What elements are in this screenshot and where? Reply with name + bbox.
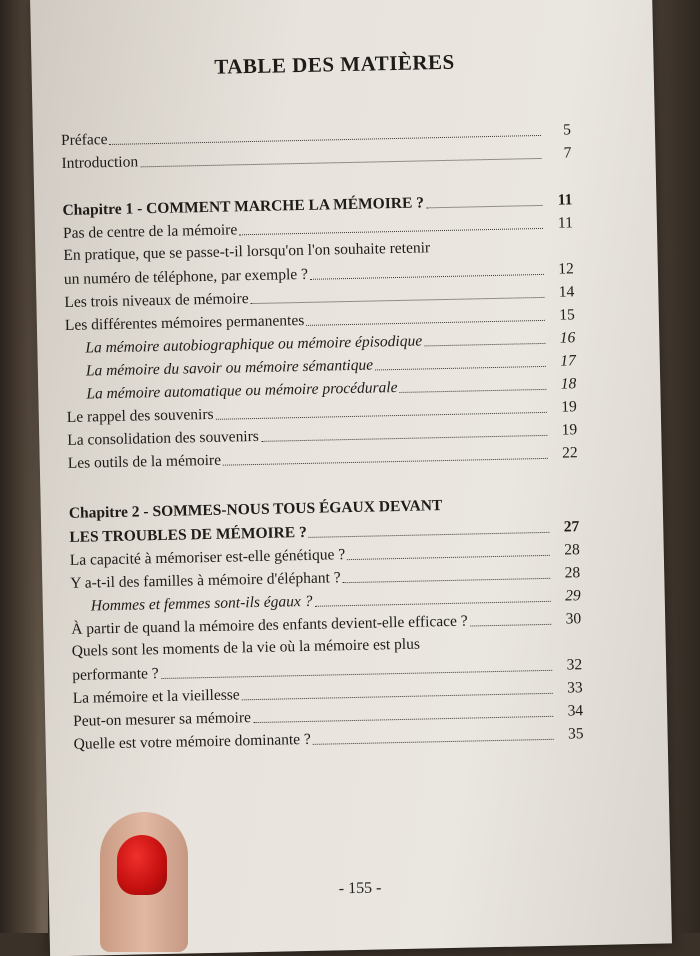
- entry-text: À partir de quand la mémoire des enfants devient-elle efficace ?: [71, 612, 468, 638]
- entry-text: Les trois niveaux de mémoire: [64, 290, 249, 311]
- dot-leader: [424, 343, 545, 347]
- dot-leader: [261, 435, 547, 442]
- entry-page: 7: [563, 144, 572, 162]
- toc-chapter-2-line1: Chapitre 2 - SOMMES-NOUS TOUS ÉGAUX DEVANT: [68, 497, 443, 522]
- dot-leader: [242, 693, 553, 701]
- dot-leader: [223, 458, 548, 466]
- entry-text: Y a-t-il des familles à mémoire d'éléphant ?: [70, 569, 341, 592]
- dot-leader: [309, 532, 550, 538]
- entry-text: un numéro de téléphone, par exemple ?: [63, 265, 309, 288]
- entry-text: Pas de centre de la mémoire: [62, 221, 238, 242]
- entry-text: La capacité à mémoriser est-elle génétique ?: [69, 546, 346, 569]
- entry-page: 33: [566, 679, 583, 697]
- entry-text: Les différentes mémoires permanentes: [64, 311, 305, 334]
- entry-page: 22: [562, 444, 578, 462]
- entry-page: 34: [567, 702, 584, 720]
- entry-text: La mémoire du savoir ou mémoire sémantique: [85, 356, 374, 380]
- entry-text: LES TROUBLES DE MÉMOIRE ?: [69, 523, 307, 546]
- entry-page: 35: [567, 725, 584, 743]
- entry-page: 14: [558, 283, 575, 301]
- dot-leader: [375, 366, 546, 371]
- entry-text: Introduction: [61, 153, 139, 172]
- entry-page: 16: [559, 329, 576, 347]
- dot-leader: [400, 389, 547, 393]
- page-number: - 155 -: [338, 879, 382, 898]
- dot-leader: [306, 320, 545, 326]
- entry-text: Les outils de la mémoire: [67, 451, 222, 472]
- entry-page: 17: [560, 352, 576, 370]
- red-fingernail: [117, 835, 167, 895]
- toc-title: TABLE DES MATIÈRES: [214, 49, 455, 79]
- dot-leader: [239, 228, 543, 235]
- entry-page: 19: [561, 421, 578, 439]
- dot-leader: [347, 555, 550, 560]
- entry-text: La consolidation des souvenirs: [67, 427, 260, 449]
- entry-text: Hommes et femmes sont-ils égaux ?: [90, 592, 313, 615]
- entry-page: 15: [559, 306, 575, 324]
- entry-page: 32: [566, 656, 583, 674]
- entry-page: 28: [564, 564, 581, 582]
- toc-entry-line1: Quels sont les moments de la vie où la mémoire est plus: [71, 635, 421, 660]
- dot-leader: [343, 578, 551, 583]
- entry-text: performante ?: [72, 665, 159, 684]
- entry-page: 12: [558, 260, 575, 278]
- dot-leader: [470, 624, 552, 627]
- entry-page: 27: [563, 518, 580, 536]
- toc-entry-line1: En pratique, que se passe-t-il lorsqu'on l'on souhaite retenir: [63, 239, 431, 264]
- dot-leader: [313, 739, 554, 745]
- entry-page: 18: [560, 375, 577, 393]
- entry-page: 11: [557, 191, 573, 209]
- entry-text: Peut-on mesurer sa mémoire: [73, 709, 252, 730]
- dot-leader: [310, 274, 544, 280]
- dot-leader: [315, 601, 551, 607]
- entry-text: La mémoire et la vieillesse: [72, 686, 240, 707]
- entry-page: 11: [557, 214, 574, 232]
- entry-page: 5: [562, 121, 572, 139]
- entry-page: 19: [561, 398, 577, 416]
- entry-text: Préface: [60, 131, 108, 149]
- dot-leader: [216, 412, 547, 420]
- entry-text: Quelle est votre mémoire dominante ?: [73, 730, 311, 753]
- dot-leader: [251, 297, 545, 304]
- dot-leader: [426, 205, 542, 208]
- table-of-contents: [59, 25, 584, 756]
- entry-text: La mémoire autobiographique ou mémoire épisodique: [85, 332, 423, 357]
- entry-page: 28: [564, 541, 580, 559]
- book-page: [30, 0, 672, 956]
- entry-text: La mémoire automatique ou mémoire procédurale: [86, 379, 398, 403]
- entry-text: Le rappel des souvenirs: [66, 405, 214, 426]
- entry-page: 30: [565, 610, 582, 628]
- dot-leader: [253, 716, 553, 723]
- entry-page: 29: [565, 587, 581, 605]
- entry-text: Chapitre 1 - COMMENT MARCHE LA MÉMOIRE ?: [62, 194, 425, 219]
